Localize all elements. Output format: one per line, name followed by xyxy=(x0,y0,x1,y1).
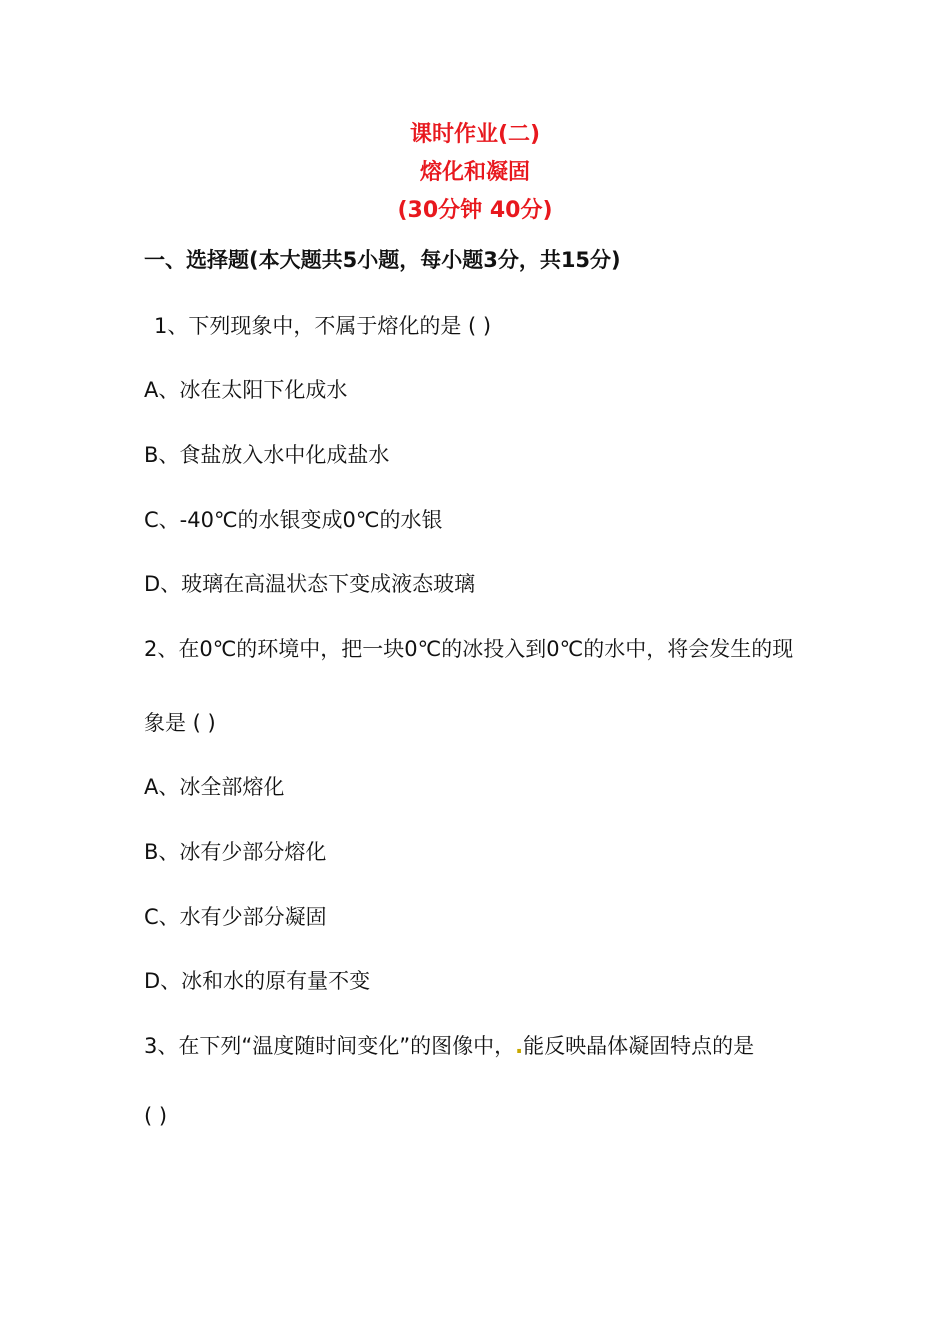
question-1-option-d: D、玻璃在高温状态下变成液态玻璃 xyxy=(144,572,476,596)
question-2-stem-line1: 2、在0℃的环境中，把一块0℃的冰投入到0℃的水中，将会发生的现 xyxy=(144,637,794,661)
emphasis-dot: . xyxy=(515,1034,524,1058)
header-title: 课时作业(二) xyxy=(409,122,541,147)
header-time-score: (30分钟 40分) xyxy=(397,198,553,223)
question-3-stem-part-b: 能反映晶体凝固特点的是 xyxy=(523,1034,755,1058)
question-1-stem: 1、下列现象中，不属于熔化的是 ( ) xyxy=(154,314,492,338)
question-1-option-b: B、食盐放入水中化成盐水 xyxy=(144,443,390,467)
question-1-option-c: C、-40℃的水银变成0℃的水银 xyxy=(144,508,443,532)
question-2-option-b: B、冰有少部分熔化 xyxy=(144,840,327,864)
section-heading: 一、选择题(本大题共5小题，每小题3分，共15分) xyxy=(144,248,621,272)
question-1-option-a: A、冰在太阳下化成水 xyxy=(144,378,348,402)
question-3-stem-line2: ( ) xyxy=(144,1104,168,1128)
question-3-stem-line1 xyxy=(144,1030,754,1060)
question-2-option-a: A、冰全部熔化 xyxy=(144,775,285,799)
question-2-option-d: D、冰和水的原有量不变 xyxy=(144,969,371,993)
question-2-option-c: C、水有少部分凝固 xyxy=(144,905,327,929)
header-subtitle: 熔化和凝固 xyxy=(419,160,530,185)
question-3-stem-part-a: 3、在下列“温度随时间变化”的图像中， xyxy=(144,1034,516,1058)
question-2-stem-line2: 象是 ( ) xyxy=(144,711,216,735)
